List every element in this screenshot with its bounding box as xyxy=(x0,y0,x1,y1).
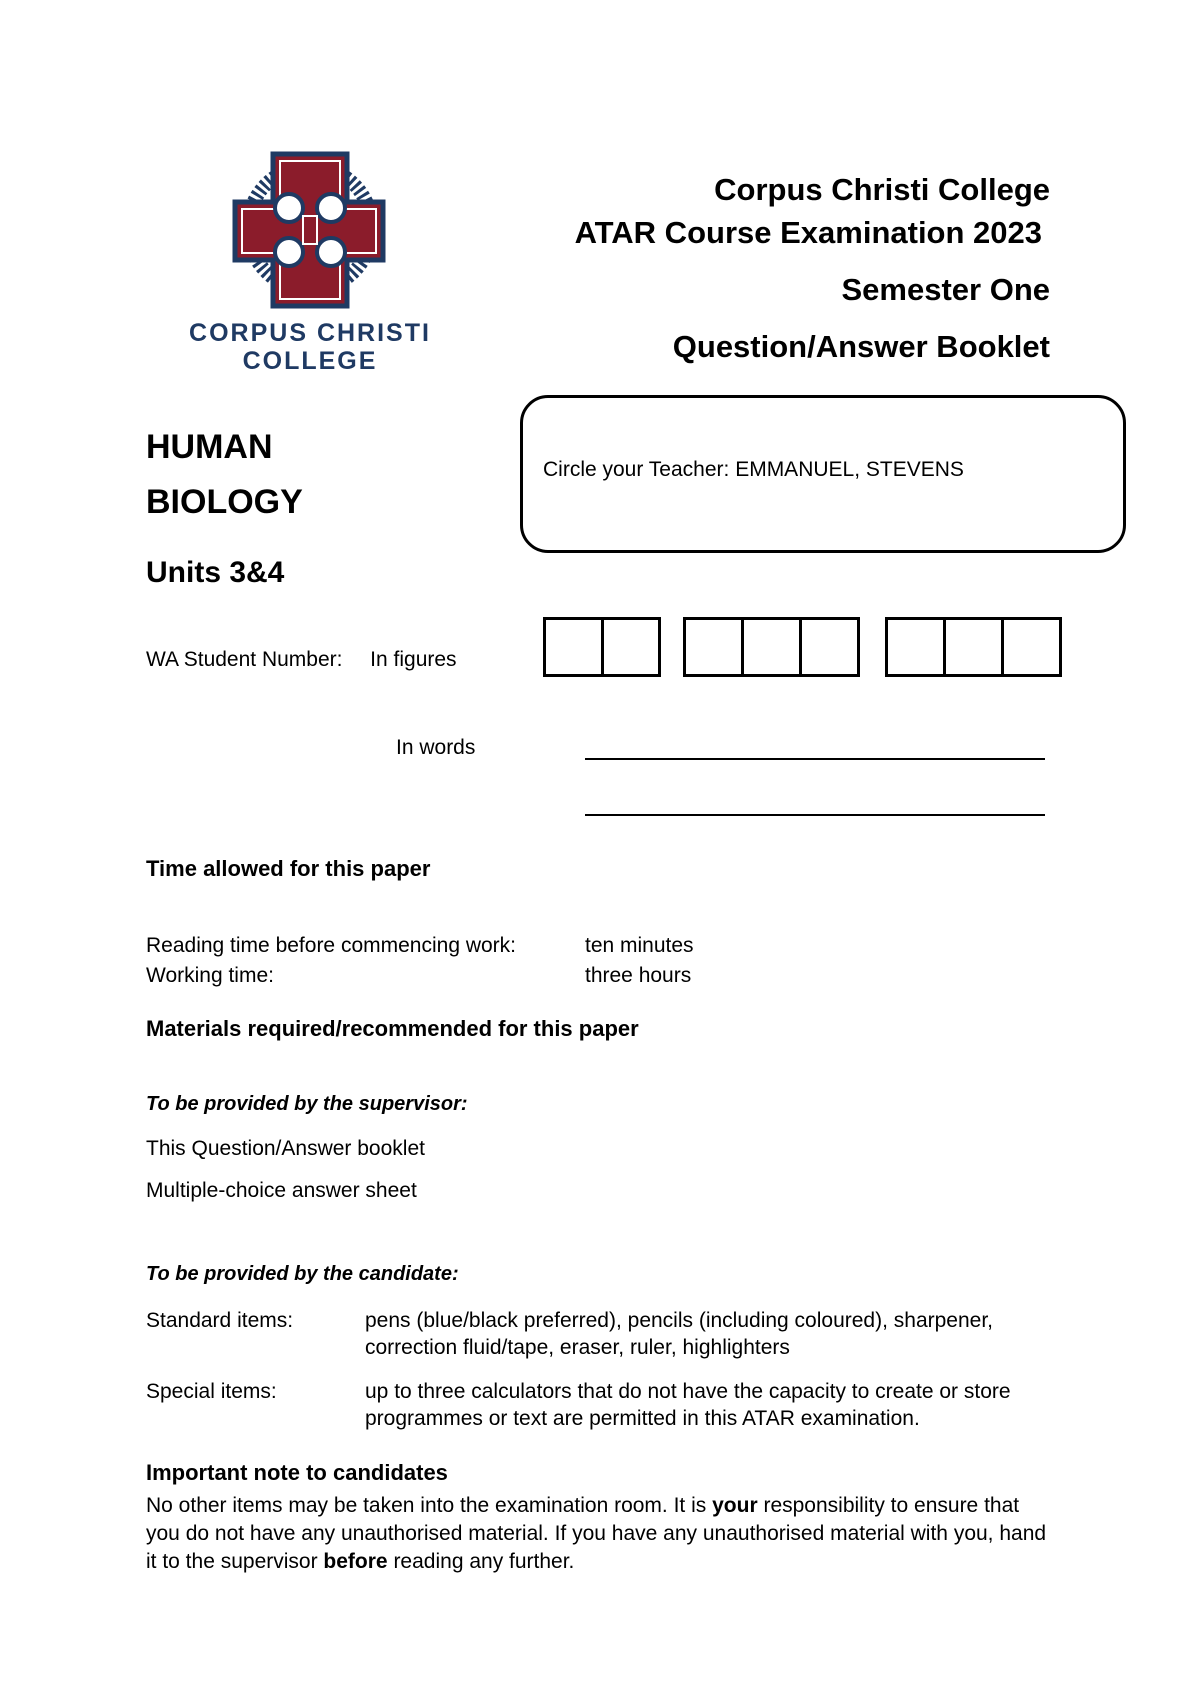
student-number-box-group-2[interactable] xyxy=(683,617,860,677)
digit-box[interactable] xyxy=(946,620,1004,674)
logo-text-line1: CORPUS CHRISTI xyxy=(189,319,431,347)
units: Units 3&4 xyxy=(146,556,285,589)
standard-items-label: Standard items: xyxy=(146,1309,294,1332)
in-figures-label: In figures xyxy=(370,648,457,671)
candidate-heading: To be provided by the candidate: xyxy=(146,1263,459,1285)
digit-box[interactable] xyxy=(604,620,659,674)
in-words-line-2[interactable] xyxy=(585,814,1045,816)
working-time-label: Working time: xyxy=(146,964,274,987)
note-line-3: it to the supervisor before reading any further. xyxy=(146,1550,575,1573)
note-line-1: No other items may be taken into the examination room. It is your responsibility to ensure that xyxy=(146,1494,1020,1517)
special-items-line2: programmes or text are permitted in this ATAR examination. xyxy=(365,1407,920,1430)
student-number-box-group-3[interactable] xyxy=(885,617,1062,677)
digit-box[interactable] xyxy=(888,620,946,674)
important-note-heading: Important note to candidates xyxy=(146,1460,448,1485)
student-number-label xyxy=(146,648,457,672)
supervisor-item: This Question/Answer booklet xyxy=(146,1137,425,1160)
time-heading: Time allowed for this paper xyxy=(146,856,431,881)
college-crest-icon xyxy=(185,150,435,310)
important-note-paragraph xyxy=(146,1494,1126,1574)
teacher-box xyxy=(520,395,1126,553)
wa-student-number-label: WA Student Number: xyxy=(146,648,343,671)
standard-items-line2: correction fluid/tape, eraser, ruler, highlighters xyxy=(365,1336,790,1359)
digit-box[interactable] xyxy=(1004,620,1059,674)
logo-text-line2: COLLEGE xyxy=(242,347,378,375)
subject-line2: BIOLOGY xyxy=(146,483,303,521)
exam-title: ATAR Course Examination 2023 xyxy=(574,215,1042,250)
special-items-line1: up to three calculators that do not have the capacity to create or store xyxy=(365,1380,1011,1403)
in-words-line-1[interactable] xyxy=(585,758,1045,760)
teacher-label[interactable]: Circle your Teacher: EMMANUEL, STEVENS xyxy=(543,458,964,481)
subject-line1: HUMAN xyxy=(146,428,273,466)
college-name: Corpus Christi College xyxy=(714,172,1050,207)
booklet-title: Question/Answer Booklet xyxy=(672,329,1050,364)
semester: Semester One xyxy=(841,272,1050,307)
emphasis-before: before xyxy=(323,1550,388,1573)
working-time-value: three hours xyxy=(585,964,692,987)
note-line-2: you do not have any unauthorised material. If you have any unauthorised material with you, hand xyxy=(146,1522,1047,1545)
reading-time-value: ten minutes xyxy=(585,934,694,957)
standard-items-line1: pens (blue/black preferred), pencils (including coloured), sharpener, xyxy=(365,1309,994,1332)
digit-box[interactable] xyxy=(686,620,744,674)
digit-box[interactable] xyxy=(744,620,802,674)
materials-heading: Materials required/recommended for this paper xyxy=(146,1016,639,1041)
reading-time-label: Reading time before commencing work: xyxy=(146,934,517,957)
digit-box[interactable] xyxy=(546,620,604,674)
college-logo xyxy=(185,150,435,380)
special-items-label: Special items: xyxy=(146,1380,277,1403)
supervisor-heading: To be provided by the supervisor: xyxy=(146,1093,468,1115)
in-words-label: In words xyxy=(396,736,476,759)
emphasis-your: your xyxy=(712,1494,758,1517)
digit-box[interactable] xyxy=(802,620,857,674)
student-number-box-group-1[interactable] xyxy=(543,617,661,677)
supervisor-item: Multiple-choice answer sheet xyxy=(146,1179,417,1202)
